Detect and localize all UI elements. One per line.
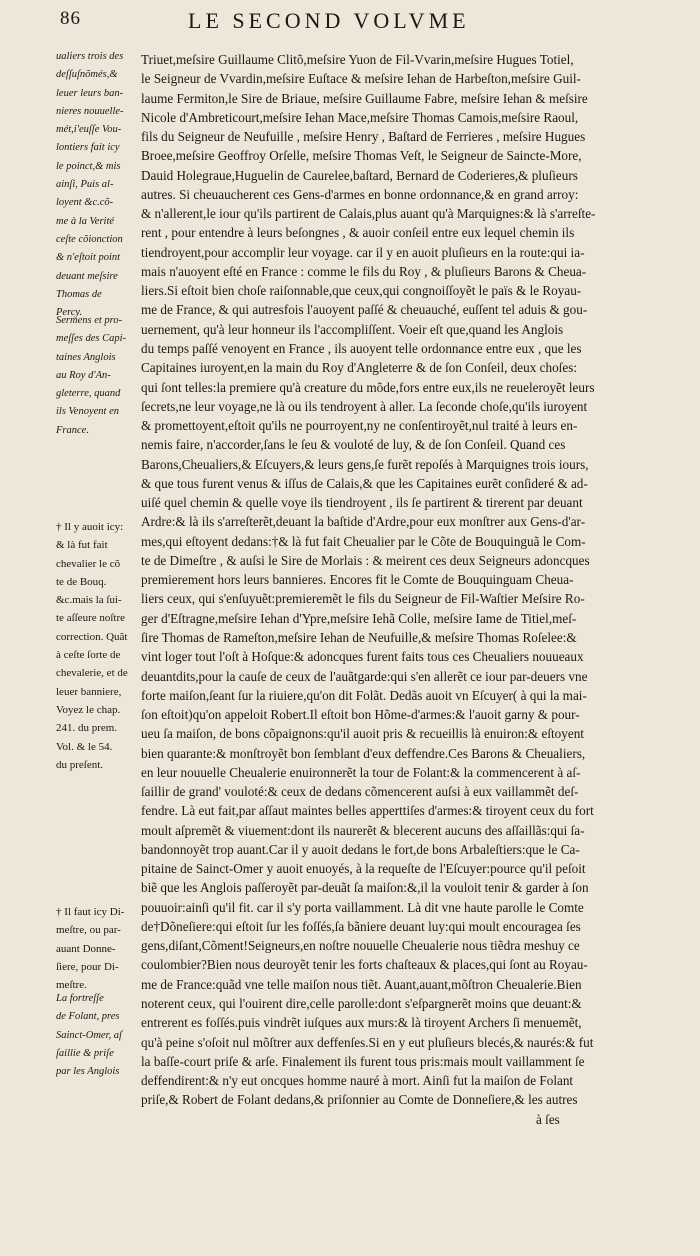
text-line: laume Fermiton,le Sire de Briaue, meſsire Guillaume Fabre, meſsire Iehan & meſsire xyxy=(141,90,588,106)
text-line: deuantdits,pour la cauſe de ceux de l'auãtgarde:qui s'en allerẽt ce iour par-deuers vne xyxy=(141,668,588,684)
page-number: 86 xyxy=(60,8,81,29)
running-title: LE SECOND VOLVME xyxy=(188,8,470,33)
margin-note: † Il y auoit icy: & là fut fait chevalier le cõ te de Bouq. &c.mais la ſui- te aſſeure noſtre correction. Quãt à ceſte ſorte de chevalerie, et de leuer banniere, Voyez le chap. 241. du prem. Vol. & le 54. du preſent. xyxy=(56,521,128,771)
page-header xyxy=(0,8,700,38)
text-line: bandonnoyẽt trop auant.Car il y auoit dedans le fort,de bons Arbaleſtiers:que le Ca- xyxy=(141,841,580,857)
text-line: liers.Si eſtoit bien choſe raiſonnable,que ceux,qui congnoiſſoyẽt le païs & le Royau- xyxy=(141,283,582,299)
text-line: uiſé quel chemin & quelle voye ils tiendroyent , ils ſe partirent & tirerent par deuant xyxy=(141,495,583,511)
text-line: bien quarante:& monſtroyẽt bon ſemblant d'eux deffendre.Ces Barons & Cheualiers, xyxy=(141,745,586,761)
catchword: à ſes xyxy=(536,1111,560,1127)
text-line: autres. Si cheuaucherent ces Gens-d'armes en bonne ordonnance,& en grand arroy: xyxy=(141,186,579,202)
text-line: & promettoyent,eſtoit qu'ils ne pourroyent,ny ne conſentiroyẽt,nul traité à leurs en- xyxy=(141,418,578,434)
text-line: tiendroyent,pour accomplir leur voyage. car il y en auoit pluſieurs en la route:qui ia- xyxy=(141,244,585,260)
text-line: mais n'auoyent eſté en France : comme le fils du Roy , & pluſieurs Barons & Cheua- xyxy=(141,263,587,279)
text-line: pitaine de Sainct-Omer y auoit enuoyés, à la requeſte de l'Eſcuyer:pource qu'il peſoit xyxy=(141,861,586,877)
text-line: mes,qui eſtoyent dedans:†& là fut fait Cheualier par le Cõte de Bouquinguã le Com- xyxy=(141,533,586,549)
text-line: me de France, & qui autresfois l'auoyent paſſé & cheuauché, euſſent tel aduis & gou- xyxy=(141,302,588,318)
text-line: fils du Seigneur de Neufuille , meſsire Henry , Baſtard de Ferrieres , meſsire Hugues xyxy=(141,129,586,145)
text-line: fendre. Là eut fait,par aſſaut maintes belles apperttiſes d'armes:& tiroyent ceux du fort xyxy=(141,803,594,819)
margin-note: ualiers trois des deſſuſnõmés,& leuer leurs ban- nieres nouuelle- mét,i'euſſe Vou- lontiers fait icy le poinct,& mis ainſi, Puis al- loyent &c.cõ- me à la Verité ceſte cõionction & n'eſtoit point deuant meſsire Thomas de Percy. xyxy=(56,51,124,319)
text-line: Ardre:& là ils s'arreſterẽt,deuant la baſtide d'Ardre,pour eux monſtrer aux Gens-d'ar- xyxy=(141,514,586,530)
text-line: Barons,Cheualiers,& Eſcuyers,& leurs gens,ſe furẽt repoſés à Marquignes trois iours, xyxy=(141,456,589,472)
text-line: nemis faire, n'accorder,ſans le ſeu & vouloté de luy, & de ſon Conſeil. Quand ces xyxy=(141,437,566,453)
text-line: noterent ceux, qui l'ouirent dire,celle parolle:dont s'eſpargnerẽt moins que deuant:& xyxy=(141,996,582,1012)
text-line: pouuoir:ainſi qu'il fit. car il s'y porta vaillamment. Là dit vne haute parolle le Comte xyxy=(141,899,584,915)
text-line: moult aſpremẽt & viuement:dont ils naurerẽt & blecerent aucuns des aſſaillãs:qui ſa- xyxy=(141,822,585,838)
text-line: premierement hors leurs bannieres. Encores fit le Comte de Bouquinguam Cheua- xyxy=(141,572,574,588)
text-line: Triuet,meſsire Guillaume Clitõ,meſsire Yuon de Fil-Vvarin,meſsire Hugues Totiel, xyxy=(141,52,574,67)
text-line: forte maiſon,ſeant ſur la riuiere,qu'on dit Folãt. Dedãs auoit vn Eſcuyer( à qui la mai- xyxy=(141,687,587,703)
text-line: Broee,meſsire Geoffroy Orſelle, meſsire Thomas Veſt, le Seigneur de Saincte-More, xyxy=(141,148,582,164)
text-line: te de Dimeſtre , & auſsi le Sire de Morlais : & meirent ces deux Seigneurs adoncques xyxy=(141,552,590,568)
text-line: de†Dõneſiere:qui eſtoit ſur les foſſés,ſa bãniere deuant luy:qui moult encouragea ſes xyxy=(141,918,581,934)
text-line: vint loger tout l'oſt à Hoſque:& adoncques furent faits tous ces Cheualiers nouueaux xyxy=(141,649,584,665)
body-text xyxy=(141,50,678,1129)
text-line: ſon eſtoit)qu'on appeloit Robert.Il eſtoit bon Hõme-d'armes:& l'auoit garny & pour- xyxy=(141,707,580,723)
text-line: rent , pour entendre à leurs beſongnes , & auoir conſeil entre eux lequel chemin ils xyxy=(141,225,575,241)
text-line: uernement, qu'à leur honneur ils l'accompliſſent. Voeir eſt que,quand les Anglois xyxy=(141,321,564,337)
text-line: du temps paſſé venoyent en France , ils auoyent telle ordonnance entre eux , que les xyxy=(141,340,582,356)
text-line: en leur nouuelle Cheualerie enuironnerẽt la tour de Folant:& la commencerent à aſ- xyxy=(141,764,581,780)
text-line: me de France:quãd vne telle maiſon nous tiẽt. Auant,auant,mõſtron Cheualerie.Bien xyxy=(141,976,582,992)
text-line: le Seigneur de Vvardin,meſsire Euſtace & meſsire Iehan de Harbeſton,meſsire Guil- xyxy=(141,71,581,87)
text-line: la baſſe-court priſe & arſe. Finalement ils furent tous pris:mais moult vaillamment ſe xyxy=(141,1053,585,1069)
text-line: gens,diſant,Cõment!Seigneurs,en noſtre nouuelle Cheualerie nous tiẽdra meshuy ce xyxy=(141,938,580,954)
text-line: ueu ſa maiſon, de bons cõpaignons:qu'il auoit pris & recueillis là enuiron:& eſtoyent xyxy=(141,726,584,742)
text-line: & que tous furent venus & iſſus de Calais,& que les Capitaines eurẽt conſideré & ad- xyxy=(141,475,588,491)
margin-note: Sermens et pro- meſſes des Capi- taines Anglois au Roy d'An- gleterre, quand ils Venoyent en France. xyxy=(56,315,126,436)
text-line: biẽ que les Anglois paſſeroyẽt par-deuãt ſa maiſon:&,il la vouloit tenir & garder à ſon xyxy=(141,880,589,896)
margin-note: La fortreſſe de Folant, pres Sainct-Omer, aſ ſaillie & priſe par les Anglois xyxy=(56,993,122,1078)
text-line: ſaillir de grand' vouloté:& ceux de dedans cõmencerent auſsi à eux vaillammẽt deſ- xyxy=(141,784,579,800)
text-line: entrerent es foſſés.puis vindrẽt iuſques aux murs:& là tiroyent Archers ſi menuemẽt, xyxy=(141,1015,582,1031)
text-line: Nicole d'Ambreticourt,meſsire Iehan Mace,meſsire Thomas Camois,meſsire Raoul, xyxy=(141,109,579,125)
text-line: liers ceux, qui s'enſuyuẽt:premieremẽt le fils du Seigneur de Fil-Waſtier Meſsire Ro- xyxy=(141,591,585,607)
text-line: deffendirent:& n'y eut oncques homme nauré à mort. Ainſi fut la maiſon de Folant xyxy=(141,1073,574,1089)
text-line: Dauid Holegraue,Huguelin de Caurelee,baſtard, Bernard de Coderieres,& pluſieurs xyxy=(141,167,578,183)
text-line: Capitaines iuroyent,en la main du Roy d'Angleterre & de ſon Conſeil, deux choſes: xyxy=(141,360,577,376)
text-line: priſe,& Robert de Folant dedans,& priſonnier au Comte de Donneſiere,& les autres xyxy=(141,1092,578,1108)
text-line: ger d'Eſtragne,meſsire Iehan d'Ypre,meſsire Iehã Colle, meſsire Iame de Titiel,meſ- xyxy=(141,610,577,626)
text-line: ſire Thomas de Rameſton,meſsire Iehan de Neufuille,& meſsire Thomas Roſelee:& xyxy=(141,629,577,645)
text-line: coulombier?Bien nous deuroyẽt tenir les forts chaſteaux & places,qui ſont au Royau- xyxy=(141,957,588,973)
text-line: & n'allerent,le iour qu'ils partirent de Calais,plus auant qu'à Marquignes:& là s'arreſte- xyxy=(141,206,596,222)
text-line: ſecrets,ne leur voyage,ne là ou ils tendroyent à aller. La ſeconde choſe,qu'ils iuroyent xyxy=(141,398,588,414)
margin-note: † Il faut icy Di- meſtre, ou par- auant Donne- ſiere, pour Di- meſtre. xyxy=(56,906,125,992)
text-line: qui ſont telles:la premiere qu'à creature du mõde,fors entre eux,ils ne reueleroyẽt leurs xyxy=(141,379,595,395)
text-line: qu'à peine s'oſoit nul mõſtrer aux deffenſes.Si en y eut pluſieurs blecés,& naurés:& fut xyxy=(141,1034,594,1050)
